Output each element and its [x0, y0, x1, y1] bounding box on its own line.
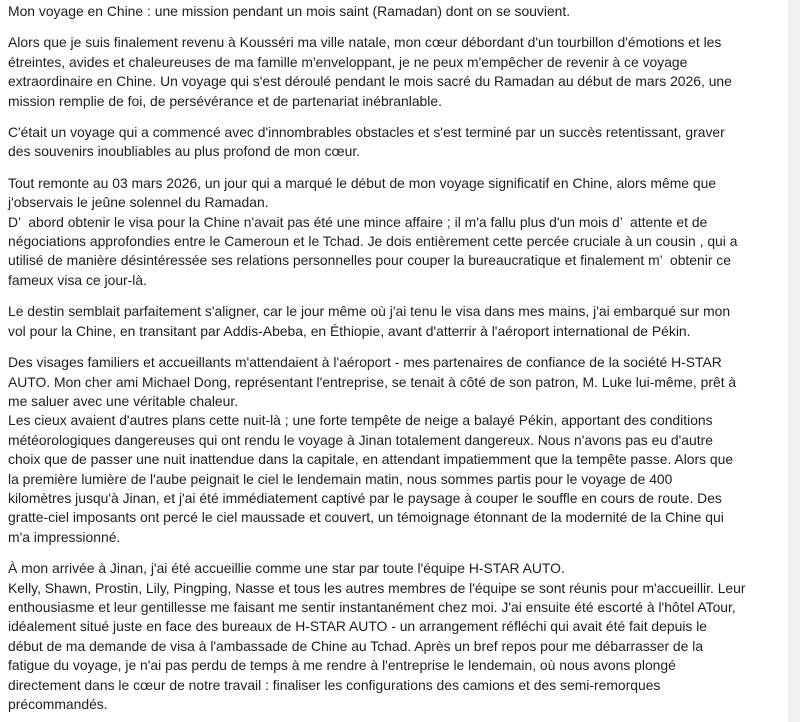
text-line: vol pour la Chine, en transitant par Addis-Abeba, en Éthiopie, avant d'atterrir à l'aéroport international de Pékin. [8, 322, 691, 339]
text-line: utilisé de manière désintéressée ses relations personnelles pour couper la bureaucratique et finalement m’ obtenir ce [8, 252, 731, 269]
title-paragraph [8, 2, 784, 21]
text-line: kilomètres jusqu'à Jinan, et j'ai été immédiatement captivé par le paysage à couper le souffle en cours de route. Des [8, 489, 722, 506]
text-line: extraordinaire en Chine. Un voyage qui s'est déroulé pendant le mois sacré du Ramadan au début de mars 2026, une [8, 73, 732, 90]
scrollbar-track[interactable] [788, 0, 800, 722]
text-line: fatigue du voyage, je n'ai pas perdu de temps à me rendre à l'entreprise le lendemain, où nous avons plongé [8, 657, 676, 674]
paragraph [8, 33, 784, 111]
text-line: enthousiasme et leur gentillesse me faisant me sentir instantanément chez moi. J'ai ensuite été escorté à l'hôtel ATour, [8, 598, 736, 615]
text-line: AUTO. Mon cher ami Michael Dong, représentant l'entreprise, se tenait à côté de son patron, M. Luke lui-même, prêt à [8, 373, 737, 390]
text-line: C'était un voyage qui a commencé avec d'innombrables obstacles et s'est terminé par un succès retentissant, graver [8, 124, 725, 141]
text-line: Alors que je suis finalement revenu à Kousséri ma ville natale, mon cœur débordant d'un tourbillon d'émotions et les [8, 34, 722, 51]
text-line: choix que de passer une nuit inattendue dans la capitale, en attendant impatiemment que la tempête passe. Alors que [8, 451, 734, 468]
text-line: météorologiques dangereuses qui ont rendu le voyage à Jinan totalement dangereux. Nous n'avons pas eu d'autre [8, 431, 713, 448]
text-line: fameux visa ce jour-là. [8, 271, 147, 288]
text-line: m'a impressionné. [8, 528, 121, 545]
text-line: j'observais le jeûne solennel du Ramadan. [8, 194, 269, 211]
text-line: me saluer avec une véritable chaleur. [8, 392, 239, 409]
text-line: étreintes, avides et chaleureuses de ma famille m'enveloppant, je ne peux m'empêcher de revenir à ce voyage [8, 53, 688, 70]
text-line: début de ma demande de visa à l'ambassade de Chine au Tchad. Après un bref repos pour me débarrasser de la [8, 637, 704, 654]
paragraph [8, 302, 784, 341]
text-line: précommandés. [8, 696, 108, 712]
text-line: Mon voyage en Chine : une mission pendant un mois saint (Ramadan) dont on se souvient. [8, 3, 571, 19]
text-line: Le destin semblait parfaitement s'aligner, car le jour même où j'ai tenu le visa dans mes mains, j'ai embarqué sur mon [8, 303, 731, 320]
paragraph [8, 559, 784, 714]
text-line: idéalement situé juste en face des bureaux de H-STAR AUTO - un arrangement réfléchi qui avait été fait depuis le [8, 618, 708, 635]
text-line: Kelly, Shawn, Prostin, Lily, Pingping, Nasse et tous les autres membres de l'équipe se sont réunis pour m'accueillir. Leur [8, 579, 746, 596]
paragraph [8, 353, 784, 547]
text-line: À mon arrivée à Jinan, j'ai été accueillie comme une star par toute l'équipe H-STAR AUTO. [8, 560, 565, 577]
text-line: la première lumière de l'aube peignait le ciel le lendemain matin, nous sommes partis pour le voyage de 400 [8, 470, 673, 487]
text-line: Tout remonte au 03 mars 2026, un jour qui a marqué le début de mon voyage significatif en Chine, alors même que [8, 174, 717, 191]
paragraph [8, 174, 784, 290]
text-line: directement dans le cœur de notre travail : finaliser les configurations des camions et des semi-remorques [8, 676, 661, 693]
text-line: D’ abord obtenir le visa pour la Chine n'avait pas été une mince affaire ; il m'a fallu plus d'un mois d’ attente et de [8, 213, 708, 230]
text-line: mission remplie de foi, de persévérance et de partenariat inébranlable. [8, 92, 442, 109]
text-line: négociations approfondies entre le Cameroun et le Tchad. Je dois entièrement cette percée cruciale à un cousin , qui a [8, 233, 738, 250]
text-line: des souvenirs inoubliables au plus profond de mon cœur. [8, 143, 361, 160]
text-line: Les cieux avaient d'autres plans cette nuit-là ; une forte tempête de neige a balayé Pékin, apportant des conditions [8, 412, 713, 429]
text-line: gratte-ciel imposants ont percé le ciel maussade et couvert, un témoignage étonnant de la modernité de la Chine qui [8, 509, 724, 526]
text-line: Des visages familiers et accueillants m'attendaient à l'aéroport - mes partenaires de confiance de la société H-STAR [8, 354, 722, 371]
paragraph [8, 123, 784, 162]
